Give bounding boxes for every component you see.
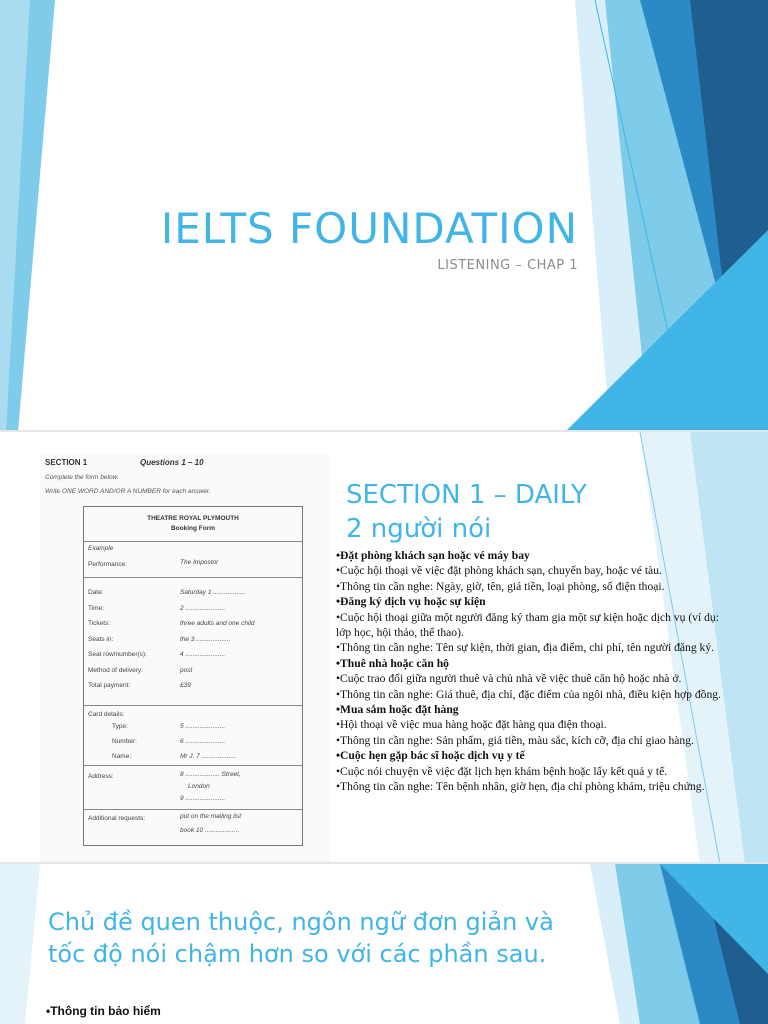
bullet-heading: •Đặt phòng khách sạn hoặc vé máy bay [336, 549, 530, 562]
section-bullet-list [336, 548, 728, 795]
form-rule [84, 705, 302, 706]
presentation-title: IELTS FOUNDATION [160, 204, 578, 253]
booking-form-image [40, 454, 330, 864]
form-value: Mr J. 7 ................... [180, 753, 236, 760]
bullet-item: •Cuộc hội thoại giữa một người đăng ký tham gia một sự kiện hoặc dịch vụ (ví dụ: lớp học, hội thảo, thể thao). [336, 610, 719, 640]
form-label: Type: [112, 723, 128, 730]
section-title-line: 2 người nói [346, 514, 492, 544]
form-value: three adults and one child [180, 620, 255, 627]
bullet-item: •Thông tin cần nghe: Tên sự kiện, thời gian, địa điểm, chi phí, tên người đăng ký. [336, 641, 715, 655]
form-value: the 3 ................... [180, 635, 231, 643]
topics-title [48, 906, 554, 970]
bullet-item: •Cuộc hội thoại về việc đặt phòng khách sạn, chuyến bay, hoặc vé tàu. [336, 564, 662, 578]
form-rule [84, 809, 302, 810]
topics-title-line: tốc độ nói chậm hơn so với các phần sau. [48, 940, 547, 968]
form-example-label: Example [88, 545, 114, 552]
form-value: 6 ...................... [180, 738, 226, 745]
form-value: 5 ...................... [180, 723, 226, 730]
form-label: Seats in: [88, 635, 114, 643]
topics-bullet: •Thông tin bảo hiểm [46, 1004, 161, 1018]
bullet-heading: •Mua sắm hoặc đặt hàng [336, 703, 459, 717]
bullet-item: •Thông tin cần nghe: Ngày, giờ, tên, giá tiền, loại phòng, số điện thoại. [336, 579, 665, 593]
form-rule [84, 541, 302, 542]
form-instruction: Complete the form below. [45, 474, 119, 481]
bullet-item: •Hội thoại về việc mua hàng hoặc đặt hàng qua điện thoại. [336, 718, 607, 732]
bullet-item: •Thông tin cần nghe: Tên bệnh nhân, giờ hẹn, địa chỉ phòng khám, triệu chứng. [336, 780, 705, 794]
form-value: 2 ...................... [180, 604, 226, 612]
bullet-heading: •Thuê nhà hoặc căn hộ [336, 656, 449, 670]
bullet-item: •Cuộc trao đổi giữa người thuê và chủ nhà về việc thuê căn hộ hoặc nhà ở. [336, 672, 682, 686]
form-value: London [188, 783, 210, 790]
form-section-label: SECTION 1 [45, 458, 88, 467]
form-value: post [180, 666, 193, 674]
bullet-heading: •Đăng ký dịch vụ hoặc sự kiện [336, 595, 486, 609]
form-value: 8 ................... Street, [180, 771, 241, 778]
form-label: Address: [88, 773, 114, 780]
form-value: £39 [180, 682, 191, 689]
form-label: Performance: [88, 561, 128, 568]
form-value: 9 ...................... [180, 795, 226, 802]
form-label: Additional requests: [88, 815, 146, 822]
form-value: book 10 ................... [180, 827, 240, 834]
bullet-item: •Cuộc nói chuyện về việc đặt lịch hẹn khám bệnh hoặc lấy kết quả y tế. [336, 764, 668, 778]
form-value: Saturday 1 .................. [180, 589, 246, 596]
form-card-label: Card details: [88, 711, 125, 718]
presentation-subtitle: LISTENING – CHAP 1 [437, 258, 578, 273]
form-value: put on the mailing list [180, 813, 242, 820]
section-title [346, 478, 587, 546]
form-label: Tickets: [88, 620, 111, 627]
form-instruction: Write ONE WORD AND/OR A NUMBER for each answer. [45, 488, 211, 495]
section-title-line: SECTION 1 – DAILY [346, 480, 587, 510]
form-label: Date: [88, 589, 104, 596]
form-label: Number: [112, 738, 137, 745]
bullet-heading: •Cuộc hẹn gặp bác sĩ hoặc dịch vụ y tế [336, 749, 525, 763]
topics-slide [0, 864, 768, 1024]
form-label: Total payment: [88, 682, 131, 689]
bullet-item: •Thông tin cần nghe: Giá thuê, địa chỉ, đặc điểm của ngôi nhà, điều kiện hợp đồng. [336, 687, 721, 701]
form-box [83, 506, 303, 846]
left-accent-strip [0, 864, 40, 1024]
bullet-item: •Thông tin cần nghe: Sản phẩm, giá tiền, màu sắc, kích cỡ, địa chỉ giao hàng. [336, 733, 694, 747]
title-slide [0, 0, 768, 432]
form-label: Method of delivery: [88, 666, 143, 674]
form-rule [84, 577, 302, 578]
form-value: 4 ...................... [180, 651, 226, 658]
section1-slide [0, 432, 768, 864]
form-subheader: Booking Form [170, 525, 216, 532]
form-rule [84, 765, 302, 766]
form-header: THEATRE ROYAL PLYMOUTH [147, 515, 239, 522]
form-label: Name: [112, 753, 132, 760]
topics-title-line: Chủ đề quen thuộc, ngôn ngữ đơn giản và [48, 908, 554, 936]
form-questions-label: Questions 1 – 10 [140, 458, 204, 467]
form-label: Seat row/number(s): [88, 651, 147, 658]
form-label: Time: [88, 604, 105, 612]
form-value: The Impostor [180, 559, 219, 566]
